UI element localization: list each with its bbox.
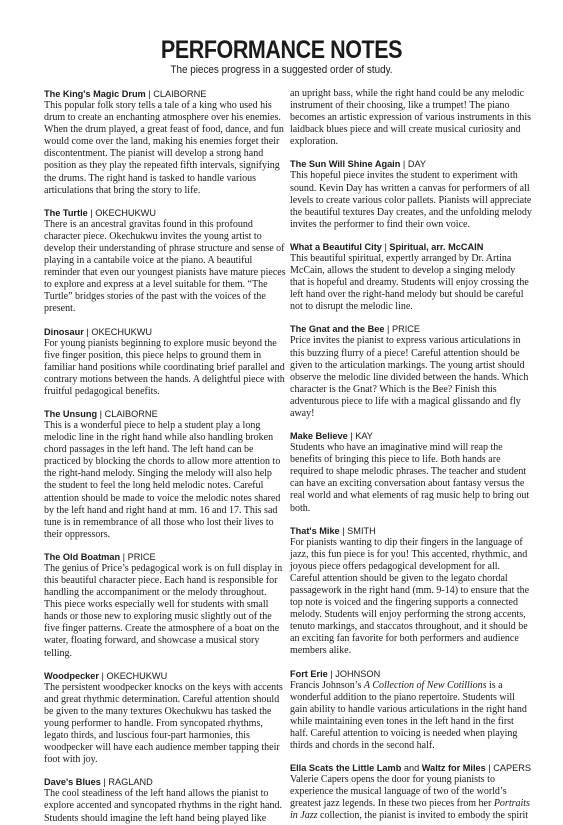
note-text: Valerie Capers opens the door for young pianists to experience the musical language of two of the world’s greatest jazz legends. In these two pieces from her Portraits in Jazz collection, the pianist is invited to embody the spirit xyxy=(290,774,530,822)
note-thats-mike xyxy=(290,525,532,658)
note-text: The genius of Price’s pedagogical work is on full display in this beautiful character piece. Each hand is responsible for handling the accompaniment or the melody throughout. This piece works especially well for students with small hands or those new to exploring music slightly out of the five finger patterns. Create the atmosphere of a boat on the water, floating forward, and showcase a musical story telling. xyxy=(44,562,283,659)
note-composer: KAY xyxy=(355,431,373,442)
note-composer: PRICE xyxy=(391,324,421,335)
note-text: This popular folk story tells a tale of a king who used his drum to create an enchanting atmosphere over his enemies. When the drum played, a great feast of food, dance, and fun would come over the land, making his enemies forget their discontentment. The pianist will develop a strong hand position as they play the repeated fifth intervals, signifying the drums. The right hand is tasked to handle various articulations that bring the story to life. xyxy=(44,100,284,196)
note-title: What a Beautiful City xyxy=(290,241,382,252)
note-kings-magic-drum xyxy=(44,88,286,197)
note-heading: Make Believe | KAY xyxy=(290,431,373,442)
note-composer: OKECHUKWU xyxy=(106,670,168,681)
right-column xyxy=(290,88,532,822)
note-title: Woodpecker xyxy=(44,670,99,681)
note-gnat-and-bee xyxy=(290,323,532,420)
note-text: Price invites the pianist to express various articulations in this buzzing flurry of a piece! Careful attention should be given to the articulation markings. The young artist should observe the melodic line divided between the hands. Which character is the Gnat? Which is the Bee? Finish this adventurous piece to life with a magical glissando and fly away! xyxy=(290,335,529,419)
note-title: Fort Erie xyxy=(290,668,328,679)
note-heading: The Sun Will Shine Again | DAY xyxy=(290,159,427,170)
note-text: an upright bass, while the right hand could be any melodic instrument of their choosing, like a trumpet! The piano becomes an artistic expression of various instruments in this laidback blues piece and will create musical curiosity and exploration. xyxy=(290,88,532,148)
note-composer: PRICE xyxy=(127,551,156,562)
note-composer: Spiritual, arr. McCAIN xyxy=(389,241,484,252)
note-composer: JOHNSON xyxy=(335,668,381,679)
note-text: Francis Johnson’s A Collection of New Cotillions is a wonderful addition to the piano repertoire. Students will gain ability to handle various articulations in the right hand while maintaining even tones in the left hand in the first half. Careful attention to voicing is needed when playing thirds and chords in the second half. xyxy=(290,679,527,752)
note-ella-scats xyxy=(290,762,532,822)
note-text: The cool steadiness of the left hand allows the pianist to explore accented and syncopated rhythms in the right hand. Students should imagine the left hand being played like xyxy=(44,788,282,824)
note-the-old-boatman xyxy=(44,551,286,660)
note-title: The Old Boatman xyxy=(44,551,121,562)
note-composer: DAY xyxy=(407,159,427,170)
note-daves-blues xyxy=(44,776,286,824)
note-heading: The Old Boatman | PRICE xyxy=(44,551,156,562)
left-column xyxy=(44,88,286,824)
note-text: This is a wonderful piece to help a student play a long melodic line in the right hand while also handling broken chord passages in the left hand. The left hand can be practiced by blocking the chords to allow more attention to the right-hand melody. Singing the melody will also help the student to feel the long held melodic notes. Careful attention should be made to voice the melodic notes shared by the left hand and right hand at mm. 16 and 17. This sad tune is in remembrance of all those who lost their lives to their oppressors. xyxy=(44,419,281,540)
note-make-believe xyxy=(290,430,532,515)
note-title: The Gnat and the Bee xyxy=(290,324,385,335)
note-heading: Dinosaur | OKECHUKWU xyxy=(44,326,153,337)
note-title-and: and xyxy=(403,763,420,774)
note-heading: Woodpecker | OKECHUKWU xyxy=(44,670,168,681)
note-heading: That's Mike | SMITH xyxy=(290,525,376,536)
note-heading: Dave's Blues | RAGLAND xyxy=(44,777,153,788)
note-composer: OKECHUKWU xyxy=(91,326,153,337)
note-heading: The King's Magic Drum | CLAIBORNE xyxy=(44,89,207,99)
note-text: This beautiful spiritual, expertly arranged by Dr. Artina McCain, allows the student to develop a singing melody that is hopeful and dreamy. Students will enjoy crossing the left hand over the right-hand melody but should be careful not to disrupt the melodic line. xyxy=(290,252,529,313)
note-title: Make Believe xyxy=(290,431,348,442)
collection-title: A Collection of New Cotillions xyxy=(363,679,487,691)
note-composer: RAGLAND xyxy=(108,777,153,788)
collection-title: Portraits in Jazz xyxy=(290,798,530,822)
note-composer: SMITH xyxy=(347,525,376,536)
note-text: There is an ancestral gravitas found in this profound character piece. Okechukwu invites the young artist to develop their understanding of phrase structure and sense of playing in a cantabile voice at the piano. A beautiful reminder that even our youngest pianists have mature pieces to explore and express at a level suitable for them. “The Turtle” bridges stories of the past with the voices of the present. xyxy=(44,218,286,315)
note-text: This hopeful piece invites the student to experiment with sound. Kevin Day has written a canvas for performers of all levels to create various color pallets. Pianists will appreciate the beautiful textures Day creates, and the unfolding melody invites the performer to find their own voice. xyxy=(290,170,532,230)
note-text: For young pianists beginning to explore music beyond the five finger position, this piece helps to ground them in familiar hand positions while coordinating brief parallel and contrary motions between the hands. A delightful piece with fruitful pedagogical benefits. xyxy=(44,337,285,397)
note-woodpecker xyxy=(44,670,286,767)
note-what-a-beautiful-city xyxy=(290,241,532,313)
note-heading: The Turtle | OKECHUKWU xyxy=(44,207,156,218)
note-text: For pianists wanting to dip their fingers in the language of jazz, this fun piece is for you! This accented, rhythmic, and joyous piece offers pedagogical development for all. Careful attention should be given to the legato chordal passagework in the right hand (mm. 9-14) to ensure that the top note is voiced and the fingering supports a connected melody. Students will enjoy performing the strong accents, tenuto markings, and staccatos throughout, and it should be an exciting fan favorite for both performers and audience members alike. xyxy=(290,536,530,657)
note-composer: OKECHUKWU xyxy=(95,207,156,218)
note-composer: CAPERS xyxy=(493,763,532,774)
note-heading: Ella Scats the Little Lamb and Waltz for Miles | CAPERS xyxy=(290,763,532,774)
note-heading: The Unsung | CLAIBORNE xyxy=(44,408,158,419)
note-title: The Sun Will Shine Again xyxy=(290,159,401,170)
note-heading: Fort Erie | JOHNSON xyxy=(290,668,381,679)
note-heading: What a Beautiful City | Spiritual, arr. McCAIN xyxy=(290,241,484,252)
note-title: The Turtle xyxy=(44,207,88,218)
note-the-unsung xyxy=(44,408,286,541)
note-title: The Unsung xyxy=(44,408,98,419)
note-title: Dinosaur xyxy=(44,326,84,337)
note-fort-erie xyxy=(290,668,532,753)
note-text: Students who have an imaginative mind will reap the benefits of bringing this piece to life. Both hands are required to shape melodic phrases. The teacher and student can have an exciting conversation about fantasy versus the real world and what elements of rag music help to bring out both. xyxy=(290,442,530,514)
page-title: PERFORMANCE NOTES xyxy=(160,36,403,64)
note-composer: CLAIBORNE xyxy=(104,408,158,419)
note-daves-blues-continued xyxy=(290,88,532,148)
note-title: The King's Magic Drum xyxy=(44,89,146,99)
note-text: The persistent woodpecker knocks on the keys with accents and great rhythmic determination. Careful attention should be given to the many textures Okechukwu has tasked the young performer to handle. From syncopated rhythms, legato thirds, and luscious four-part harmonies, this woodpecker will have each audience member tapping their foot with joy. xyxy=(44,681,283,766)
note-heading: The Gnat and the Bee | PRICE xyxy=(290,324,421,335)
note-title: Dave's Blues xyxy=(44,777,101,788)
note-title: That's Mike xyxy=(290,525,340,536)
page-subtitle: The pieces progress in a suggested order of study. xyxy=(170,64,393,76)
note-title-2: Waltz for Miles xyxy=(421,763,486,774)
note-the-turtle xyxy=(44,207,286,316)
note-sun-will-shine-again xyxy=(290,158,532,230)
note-dinosaur xyxy=(44,326,286,398)
note-composer: CLAIBORNE xyxy=(153,89,207,99)
note-title: Ella Scats the Little Lamb xyxy=(290,763,402,774)
